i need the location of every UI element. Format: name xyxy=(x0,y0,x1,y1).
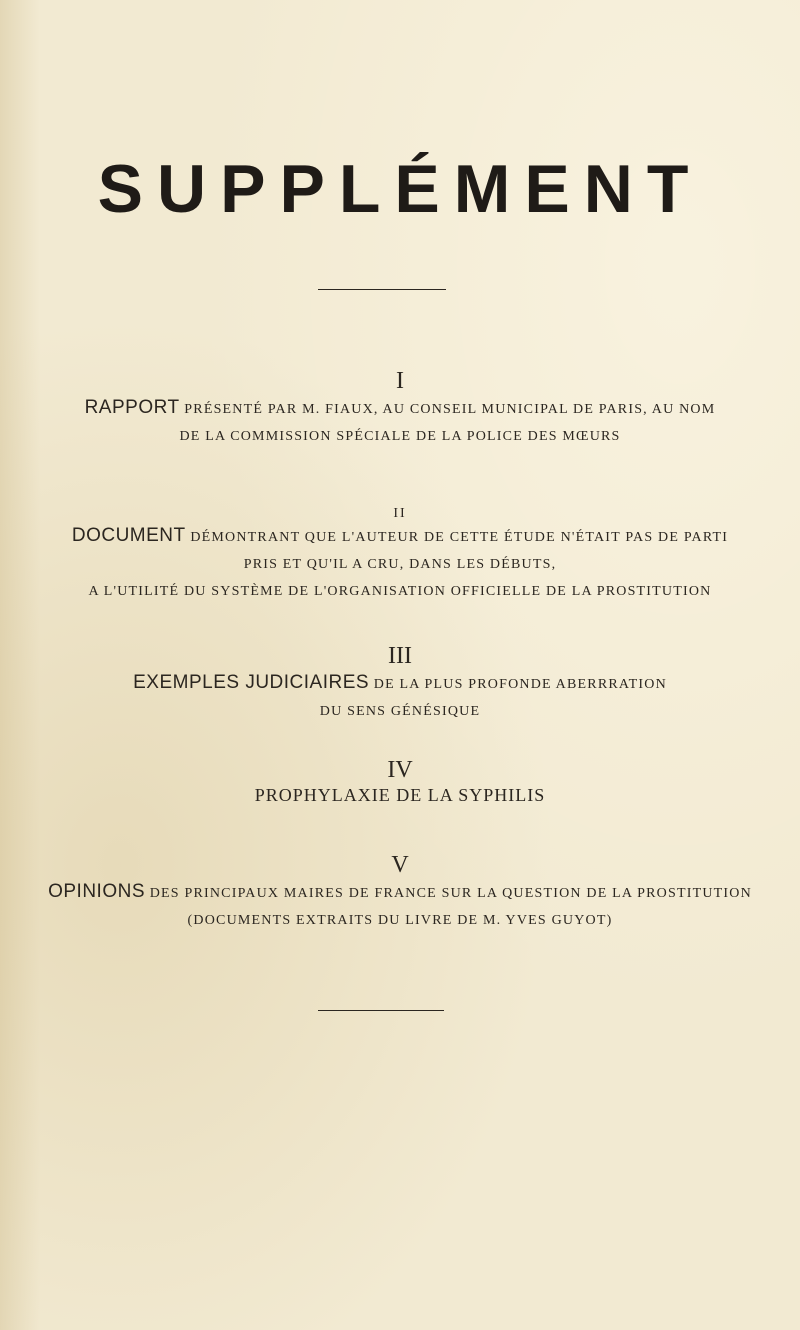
section-5-lead: OPINIONS xyxy=(48,881,146,902)
section-1-numeral: I xyxy=(396,368,404,394)
section-2 xyxy=(0,506,800,605)
top-divider xyxy=(318,289,446,290)
section-4-numeral: IV xyxy=(387,757,413,783)
section-5 xyxy=(0,852,800,934)
section-4-line-1: PROPHYLAXIE DE LA SYPHILIS xyxy=(254,785,546,805)
section-2-line-3: A L'UTILITÉ DU SYSTÈME DE L'ORGANISATION OFFICIELLE DE LA PROSTITUTION xyxy=(88,584,712,599)
section-1-line-2: DE LA COMMISSION SPÉCIALE DE LA POLICE DES MŒURS xyxy=(179,429,621,444)
section-3-numeral: III xyxy=(388,643,412,669)
section-1-text-1: PRÉSENTÉ PAR M. FIAUX, AU CONSEIL MUNICIPAL DE PARIS, AU NOM xyxy=(184,402,716,417)
section-3-line-2: DU SENS GÉNÉSIQUE xyxy=(319,704,481,719)
section-3 xyxy=(0,643,800,725)
section-3-lead: EXEMPLES JUDICIAIRES xyxy=(133,672,370,693)
section-2-text-1: DÉMONTRANT QUE L'AUTEUR DE CETTE ÉTUDE N'ÉTAIT PAS DE PARTI xyxy=(190,530,729,545)
section-3-text-1: DE LA PLUS PROFONDE ABERRRATION xyxy=(373,677,667,692)
section-1-lead: RAPPORT xyxy=(84,397,180,418)
section-5-text-1: DES PRINCIPAUX MAIRES DE FRANCE SUR LA QUESTION DE LA PROSTITUTION xyxy=(149,886,752,901)
section-1 xyxy=(0,368,800,450)
section-4 xyxy=(0,757,800,807)
section-1-line-1 xyxy=(0,394,800,423)
section-2-line-2: PRIS ET QU'IL A CRU, DANS LES DÉBUTS, xyxy=(243,557,557,572)
section-3-line-1 xyxy=(0,669,800,698)
bottom-divider xyxy=(318,1010,444,1011)
section-2-line-1 xyxy=(0,522,800,551)
section-5-line-1 xyxy=(0,878,800,907)
section-5-numeral: V xyxy=(391,852,409,878)
section-2-numeral: II xyxy=(393,506,407,521)
page-title: SUPPLÉMENT xyxy=(97,151,703,227)
section-2-lead: DOCUMENT xyxy=(71,525,186,546)
section-5-line-2: (DOCUMENTS EXTRAITS DU LIVRE DE M. YVES GUYOT) xyxy=(187,913,613,928)
